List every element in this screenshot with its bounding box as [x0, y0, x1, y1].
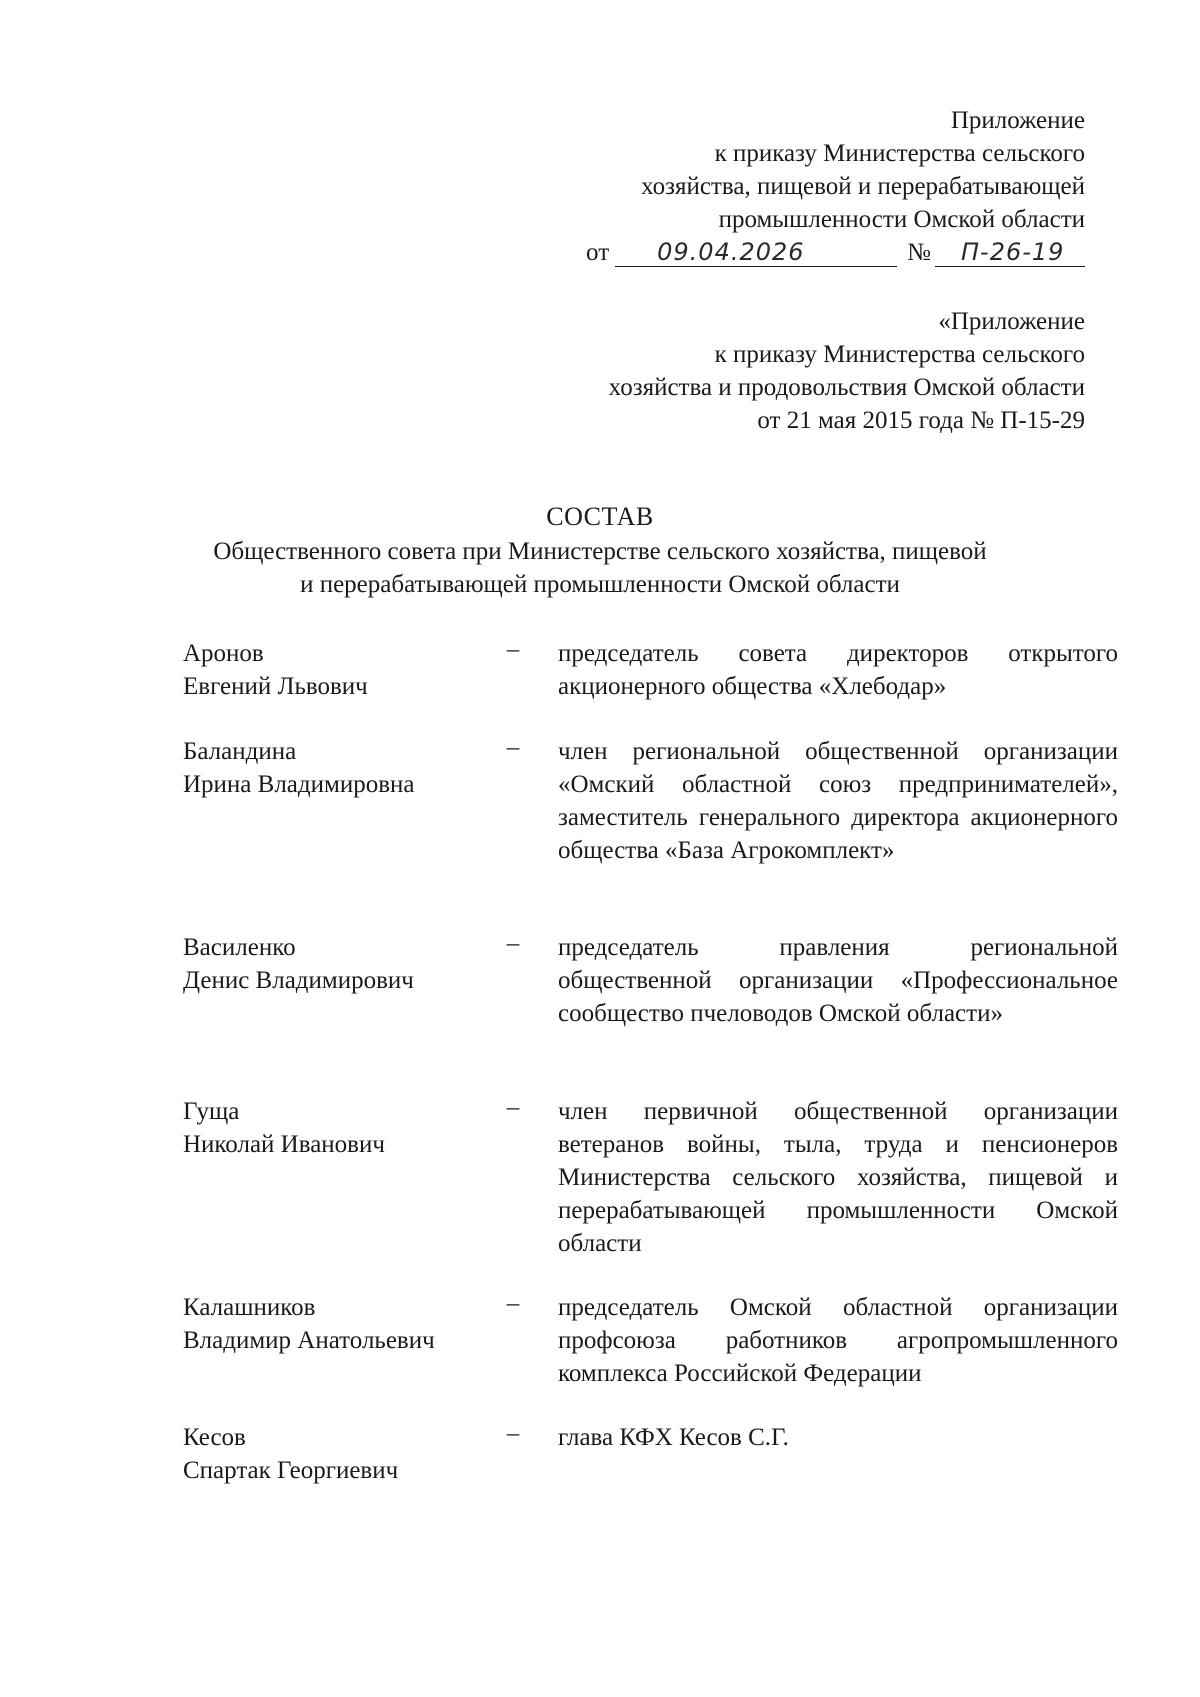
- member-given-name: Владимир Анатольевич: [183, 1327, 435, 1354]
- member-dash: –: [506, 1094, 520, 1121]
- member-dash: –: [506, 1420, 520, 1447]
- member-given-name: Спартак Георгиевич: [183, 1457, 399, 1484]
- annex-line: хозяйства, пищевой и перерабатывающей: [641, 173, 1085, 200]
- member-name: [183, 735, 493, 801]
- document-title: [0, 500, 1200, 601]
- annex-line: промышленности Омской области: [718, 206, 1085, 233]
- annex-header: [586, 104, 1085, 269]
- member-name: [183, 931, 493, 997]
- member-given-name: Ирина Владимировна: [183, 771, 415, 798]
- member-given-name: Евгений Львович: [183, 673, 368, 700]
- member-role: член региональной общественной организации «Омский областной союз предпринимателей», заместитель генерального директора акционерного общества «База Агрокомплект»: [558, 738, 1118, 864]
- member-role: председатель совета директоров открытого акционерного общества «Хлебодар»: [558, 640, 1118, 700]
- member-surname: Калашников: [183, 1294, 316, 1321]
- member-dash: –: [506, 636, 520, 663]
- date-prefix: от: [586, 239, 610, 266]
- order-date-line: [586, 236, 1085, 269]
- handwritten-date: 09.04.2026: [615, 238, 897, 267]
- member-dash: –: [506, 1290, 520, 1317]
- prior-annex-line: от 21 мая 2015 года № П-15-29: [757, 407, 1085, 434]
- annex-line: к приказу Министерства сельского: [714, 140, 1085, 167]
- prior-annex-line: хозяйства и продовольствия Омской области: [608, 374, 1085, 401]
- member-name: [183, 637, 493, 703]
- member-role: глава КФХ Кесов С.Г.: [558, 1424, 789, 1451]
- member-role: председатель правления региональной общественной организации «Профессиональное сообщество пчеловодов Омской области»: [558, 934, 1118, 1027]
- member-surname: Василенко: [183, 934, 296, 961]
- member-name: [183, 1291, 493, 1357]
- member-surname: Кесов: [183, 1424, 246, 1451]
- prior-annex-header: [609, 305, 1085, 437]
- prior-annex-line: к приказу Министерства сельского: [714, 341, 1085, 368]
- member-dash: –: [506, 930, 520, 957]
- title-line: Общественного совета при Министерстве сельского хозяйства, пищевой: [213, 538, 987, 565]
- member-dash: –: [506, 734, 520, 761]
- member-role: член первичной общественной организации ветеранов войны, тыла, труда и пенсионеров Министерства сельского хозяйства, пищевой и перерабатывающей промышленности Омской области: [558, 1098, 1118, 1257]
- title-line: и перерабатывающей промышленности Омской области: [300, 571, 900, 598]
- member-surname: Баландина: [183, 738, 297, 765]
- title-main: СОСТАВ: [546, 502, 654, 531]
- number-sign: №: [907, 239, 931, 266]
- member-given-name: Денис Владимирович: [183, 967, 414, 994]
- annex-line: Приложение: [950, 107, 1085, 134]
- member-name: [183, 1095, 493, 1161]
- member-role: председатель Омской областной организации профсоюза работников агропромышленного комплекса Российской Федерации: [558, 1294, 1118, 1387]
- member-name: [183, 1421, 493, 1487]
- member-surname: Аронов: [183, 640, 264, 667]
- member-given-name: Николай Иванович: [183, 1131, 385, 1158]
- prior-annex-line: «Приложение: [938, 308, 1085, 335]
- member-surname: Гуща: [183, 1098, 240, 1125]
- handwritten-order-number: П-26-19: [935, 238, 1085, 267]
